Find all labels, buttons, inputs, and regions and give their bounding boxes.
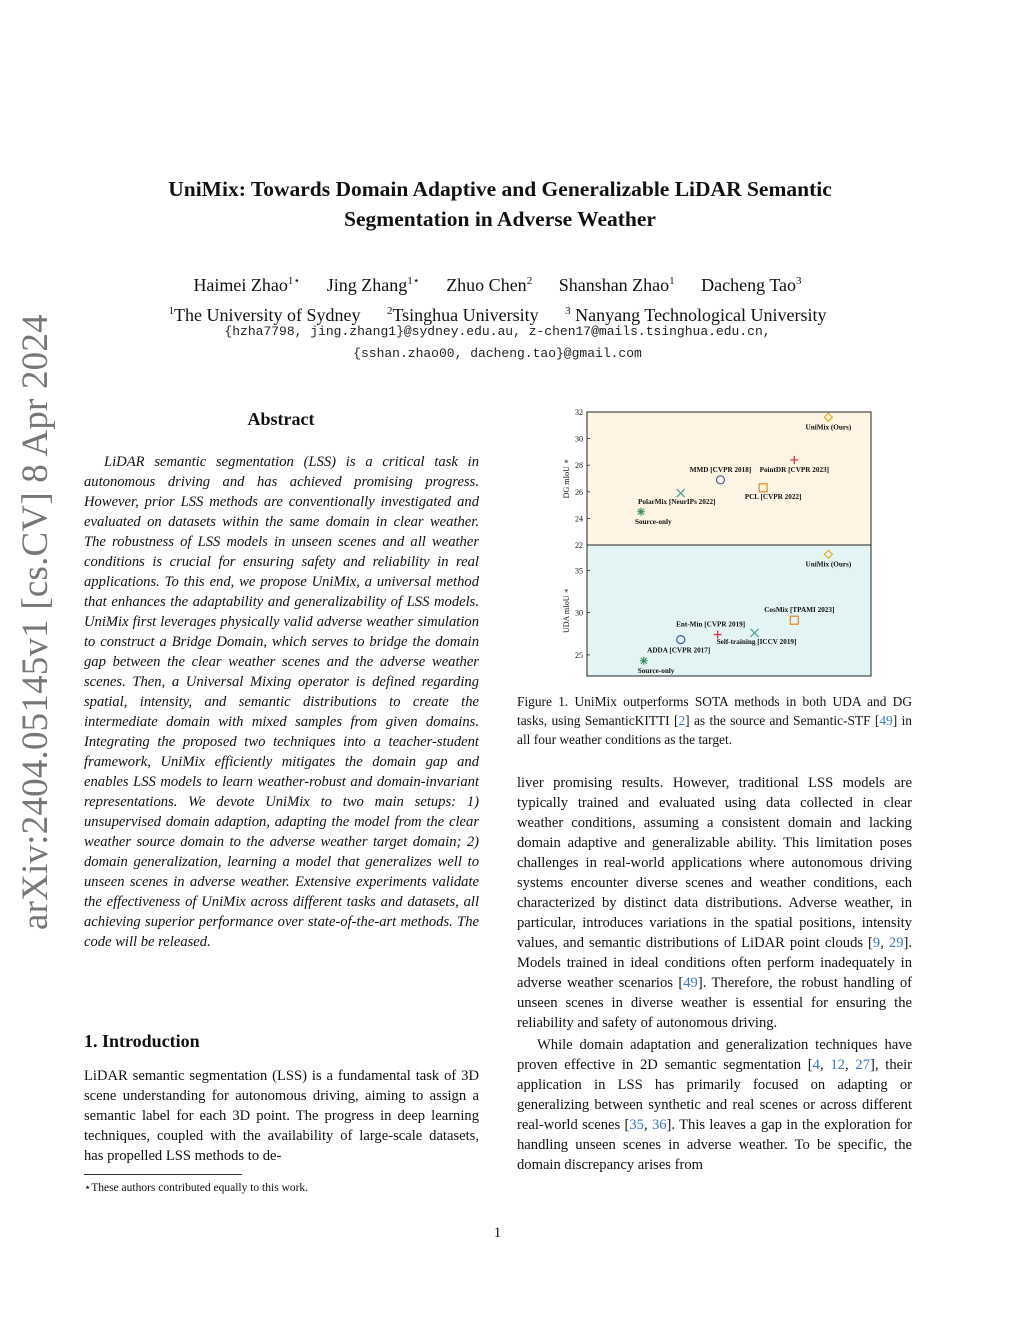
data-label: PCL [CVPR 2022] [744,492,802,501]
data-label: MMD [CVPR 2018] [689,465,752,474]
citation-link[interactable]: 27 [855,1057,870,1073]
citation-link[interactable]: 29 [888,935,904,951]
y-tick-label: 22 [575,541,583,550]
paper-title [0,174,1000,234]
abstract-heading: Abstract [247,409,315,429]
citation-link[interactable]: 35 [629,1117,644,1133]
title-line-1: UniMix: Towards Domain Adaptive and Generalizable LiDAR Semantic [168,177,832,201]
affiliation: $^1$The University of Sydney [168,305,361,325]
author: Dacheng Tao$^3$ [701,275,802,295]
author: Haimei Zhao$^{1⋆}$ [193,275,301,295]
citation-link[interactable]: 49 [683,975,698,991]
plot-area [587,412,871,545]
y-tick-label: 26 [575,487,583,497]
citation-link[interactable]: 49 [879,713,893,728]
data-label: PointDR [CVPR 2023] [759,465,830,474]
footnote: ⋆These authors contributed equally to this work. [84,1182,309,1194]
figure-1-caption: Figure 1. UniMix outperforms SOTA methods in both UDA and DG tasks, using SemanticKITTI [2] as the source and Semantic-STF [49] in all four weather conditions as the target. [517,694,912,747]
affiliation: $^2$Tsinghua University [386,305,539,325]
paragraph: liver promising results. However, traditional LSS models are typically trained and evaluated using data collected in clear weather conditions, assuming a consistent domain and lacking domain adaptive and generalizable ability. This limitation poses challenges in real-world applications where autonomous driving systems encounter diverse scenes and weather conditions, each characterized by distinct data distributions. Adverse weather, in particular, introduces variations in the spatial positions, intensity values, and semantic distributions of LiDAR point clouds [9, 29]. Models trained in ideal conditions often perform inadequately in adverse weather scenarios [49]. Therefore, the robust handling of unseen scenes in diverse weather is essential for ensuring the reliability and safety of autonomous driving. [517,775,912,1031]
y-tick-label: 30 [575,608,583,618]
data-point [637,508,645,516]
citation-link[interactable]: 12 [830,1057,845,1073]
data-point [640,657,648,665]
y-tick-label: 30 [575,434,583,444]
citation-link[interactable]: 36 [651,1117,667,1133]
y-tick-label: 28 [575,461,583,471]
section-heading-introduction: 1. Introduction [84,1031,200,1051]
author-block [0,268,995,328]
paragraph: While domain adaptation and generalization techniques have proven effective in 2D semantic segmentation [4, 12, 27], their application in LSS has primarily focused on adapting or generalizing between synthetic and real scenes or across different real-world scenes [35, 36]. This leaves a gap in the exploration for handling unseen scenes in adverse weather. To be specific, the domain discrepancy arises from [517,1037,913,1173]
right-column-text [517,773,912,1175]
y-axis-label: DG mIoU ∗ [562,458,571,499]
y-tick-label: 35 [575,566,583,576]
data-label: CosMix [TPAMI 2023] [764,606,835,615]
data-label: Ent-Min [CVPR 2019] [676,620,746,629]
author: Zhuo Chen$^2$ [446,275,533,295]
citation-link[interactable]: 2 [678,713,686,728]
citation-link[interactable]: 4 [812,1057,820,1073]
y-tick-label: 25 [575,650,583,660]
figure-1-chart [563,410,873,678]
author: Shanshan Zhao$^1$ [558,275,675,295]
affiliation: $^3$ Nanyang Technological University [565,305,827,325]
title-line-2: Segmentation in Adverse Weather [344,207,656,231]
introduction-text: LiDAR semantic segmentation (LSS) is a fundamental task of 3D scene understanding for autonomous driving, aiming to assign a semantic label for each 3D point. The progress in deep learning techniques, coupled with the availability of large-scale datasets, has propelled LSS methods to de- [84,1068,479,1164]
author-emails [0,321,995,365]
arxiv-watermark: arXiv:2404.05145v1 [cs.CV] 8 Apr 2024 [15,314,56,930]
data-label: PolarMix [NeurIPs 2022] [637,498,716,507]
footnote-rule [84,1174,242,1175]
y-axis-label: UDA mIoU ∗ [562,588,571,633]
author: Jing Zhang$^{1⋆}$ [326,275,420,295]
citation-link[interactable]: 9 [872,935,881,951]
y-tick-label: 32 [575,408,583,417]
data-label: Source-only [634,517,672,526]
y-tick-label: 24 [575,514,583,524]
data-label: ADDA [CVPR 2017] [647,646,711,655]
bottom-panel [562,545,871,676]
data-label: Source-only [637,666,675,675]
data-label: Self-training [ICCV 2019] [716,637,797,646]
author-list [0,268,995,298]
data-label: UniMix (Ours) [805,560,852,569]
email-line-1: {hzha7798, jing.zhang1}@sydney.edu.au, z-chen17@mails.tsinghua.edu.cn, [224,324,771,339]
abstract-text: LiDAR semantic segmentation (LSS) is a critical task in autonomous driving and has achieved promising progress. However, prior LSS methods are conventionally investigated and evaluated on datasets within the same domain in clear weather. The robustness of LSS models in unseen scenes and all weather conditions is crucial for ensuring safety and reliability in real applications. To this end, we propose UniMix, a universal method that enhances the adaptability and generalizability of LSS models. UniMix first leverages physically valid adverse weather simulation to construct a Bridge Domain, which serves to bridge the domain gap between the clear weather scenes and the adverse weather scenes. Then, a Universal Mixing operator is defined regarding spatial, intensity, and semantic distributions to create the intermediate domain with mixed samples from given domains. Integrating the proposed two techniques into a teacher-student framework, UniMix efficiently mitigates the domain gap and enables LSS models to learn weather-robust and domain-invariant representations. We devote UniMix to two main setups: 1) unsupervised domain adaption, adapting the model from the clear weather source domain to the adverse weather target domain; 2) domain generalization, learning a model that generalizes well to unseen scenes in adverse weather. Extensive experiments validate the effectiveness of UniMix across different tasks and datasets, all achieving superior performance over state-of-the-art methods. The code will be released. [84,454,479,950]
top-panel [562,408,871,550]
email-line-2: {sshan.zhao00, dacheng.tao}@gmail.com [353,346,642,361]
data-label: UniMix (Ours) [805,423,852,432]
page-number: 1 [493,1225,502,1241]
